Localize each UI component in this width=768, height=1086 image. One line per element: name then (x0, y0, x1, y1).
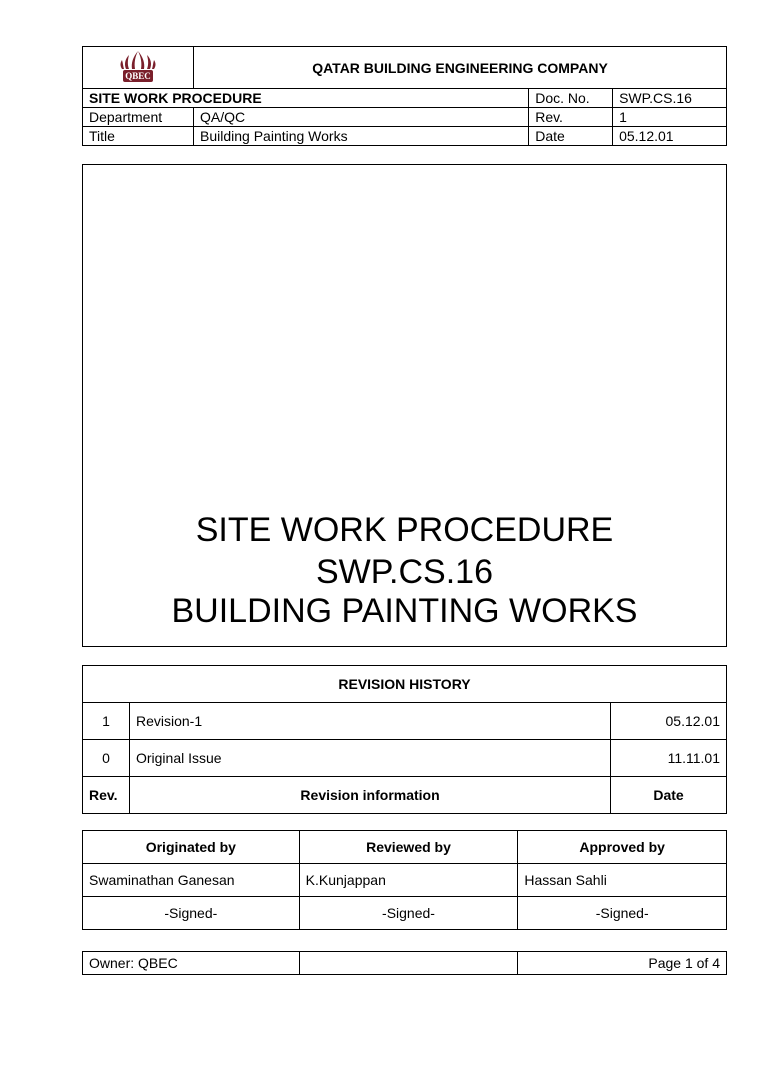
approver-signature: -Signed- (518, 897, 727, 930)
cover-line-title: BUILDING PAINTING WORKS (171, 592, 638, 630)
reviewer-name: K.Kunjappan (299, 864, 518, 897)
page-number: Page 1 of 4 (518, 952, 727, 975)
col-header-info: Revision information (129, 777, 610, 814)
title-value: Building Painting Works (194, 127, 529, 146)
logo-text: QBEC (125, 71, 151, 81)
empty-cell (299, 952, 518, 975)
doc-no-label: Doc. No. (529, 89, 613, 108)
cover-line-procedure: SITE WORK PROCEDURE (195, 511, 614, 549)
date-value: 05.12.01 (613, 127, 727, 146)
doc-type: SITE WORK PROCEDURE (83, 89, 529, 108)
title-label: Title (83, 127, 194, 146)
department-label: Department (83, 108, 194, 127)
rev-value: 1 (613, 108, 727, 127)
date-label: Date (529, 127, 613, 146)
document-header-table (82, 46, 727, 146)
reviewed-by-header: Reviewed by (299, 831, 518, 864)
revision-info: Original Issue (129, 740, 610, 777)
revision-info: Revision-1 (129, 703, 610, 740)
originated-by-header: Originated by (83, 831, 300, 864)
owner-label: Owner: QBEC (83, 952, 300, 975)
signatures-table (82, 830, 727, 930)
approved-by-header: Approved by (518, 831, 727, 864)
owner-footer-table (82, 951, 727, 975)
table-row (83, 703, 727, 740)
col-header-date: Date (611, 777, 727, 814)
revision-date: 05.12.01 (611, 703, 727, 740)
originator-signature: -Signed- (83, 897, 300, 930)
qbec-logo-icon (83, 47, 193, 85)
cover-line-doc-number: SWP.CS.16 (315, 553, 493, 591)
approver-name: Hassan Sahli (518, 864, 727, 897)
revision-number: 0 (83, 740, 130, 777)
revision-number: 1 (83, 703, 130, 740)
company-name: QATAR BUILDING ENGINEERING COMPANY (194, 47, 727, 89)
department-value: QA/QC (194, 108, 529, 127)
table-row (83, 740, 727, 777)
revision-history-table (82, 665, 727, 814)
revision-date: 11.11.01 (611, 740, 727, 777)
rev-label: Rev. (529, 108, 613, 127)
revision-history-heading: REVISION HISTORY (83, 666, 727, 703)
cover-title-box (82, 164, 727, 647)
originator-name: Swaminathan Ganesan (83, 864, 300, 897)
col-header-rev: Rev. (83, 777, 130, 814)
reviewer-signature: -Signed- (299, 897, 518, 930)
logo-cell (83, 47, 194, 89)
doc-no-value: SWP.CS.16 (613, 89, 727, 108)
